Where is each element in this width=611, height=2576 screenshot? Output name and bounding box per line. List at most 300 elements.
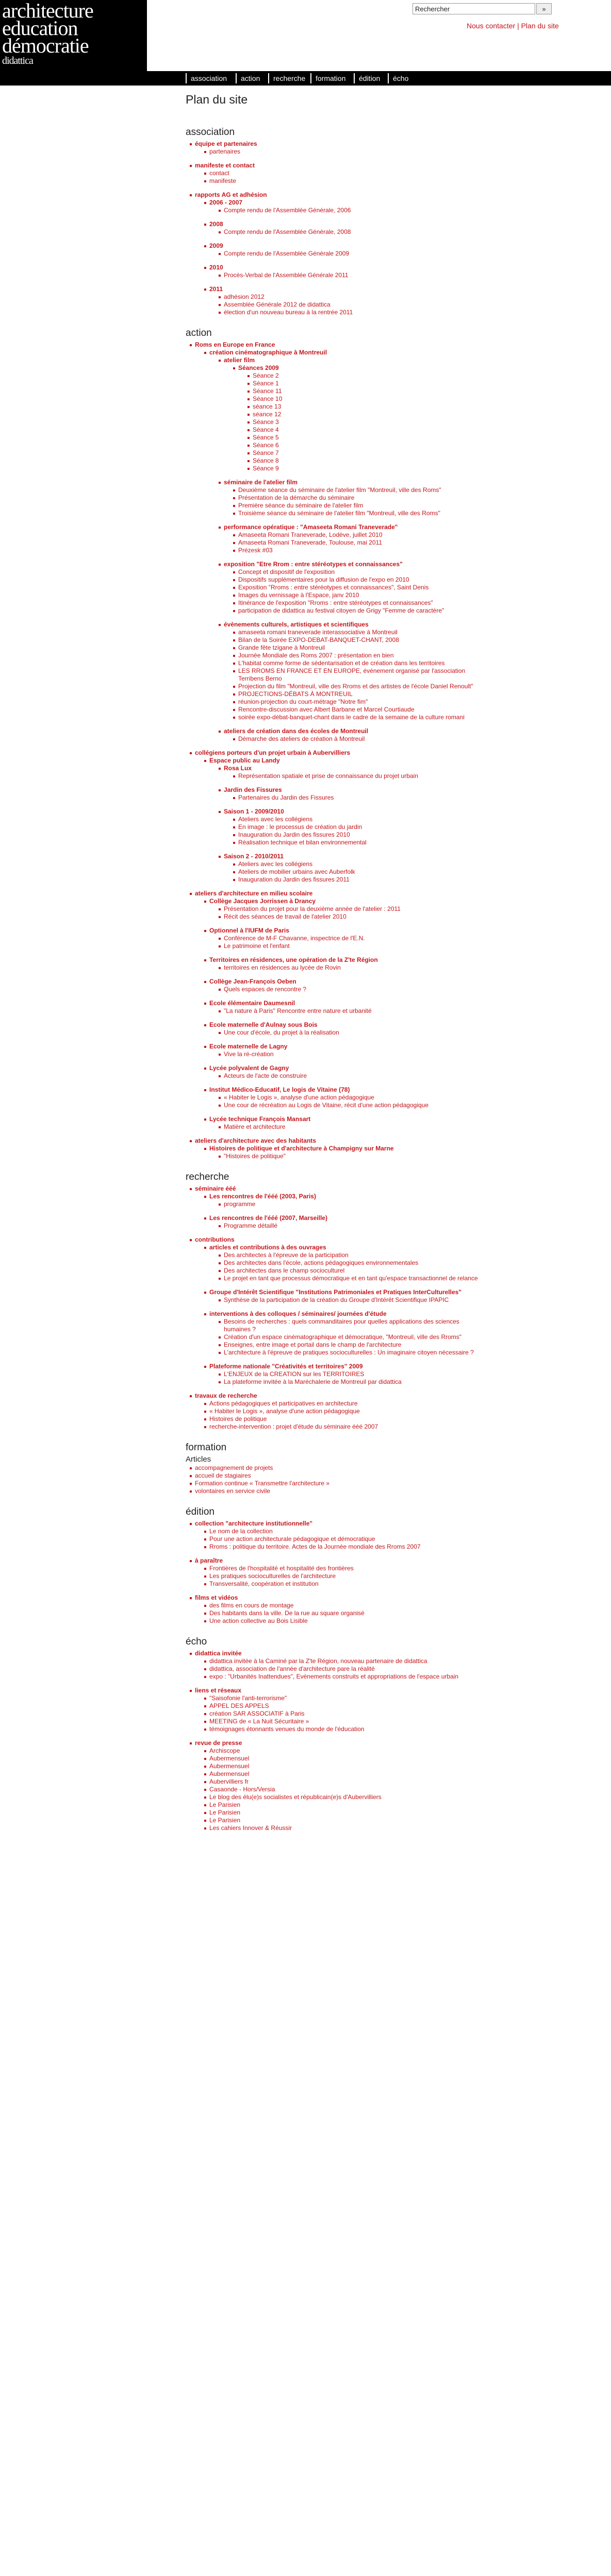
sitemap-group-link-seminaire-eee[interactable]: séminaire ééé xyxy=(195,1185,480,1193)
sitemap-link-compte-rendu-de-l-assemblee-generale-200[interactable]: Compte rendu de l'Assemblée Générale 2009 xyxy=(224,250,480,258)
sitemap-link-partenaires-du-jardin-des-fissures[interactable]: Partenaires du Jardin des Fissures xyxy=(238,794,480,802)
sitemap-link-vive-la-re-creation[interactable]: Vive la ré-création xyxy=(224,1050,480,1058)
sitemap-group xyxy=(195,890,480,1131)
nav-item-echo[interactable]: écho xyxy=(388,73,408,83)
sitemap-section-formation xyxy=(186,1442,480,1495)
sitemap-item xyxy=(209,1673,480,1681)
sitemap-item xyxy=(224,1267,480,1275)
sitemap-item xyxy=(224,1101,480,1109)
sitemap-item xyxy=(209,1244,480,1282)
sitemap-item xyxy=(253,411,480,418)
sitemap-link-seance-4[interactable]: Séance 4 xyxy=(253,426,480,434)
sitemap-link-espace-public-au-landy[interactable]: Espace public au Landy xyxy=(209,757,480,765)
sitemap-group-link-volontaires-en-service-civile[interactable]: volontaires en service civile xyxy=(195,1487,480,1495)
sitemap-group-link-ateliers-d-architecture-en-milieu-scolai[interactable]: ateliers d'architecture en milieu scolaire xyxy=(195,890,480,897)
sitemap-link-acteurs-de-l-acte-de-construire[interactable]: Acteurs de l'acte de construire xyxy=(224,1072,480,1080)
sitemap-item xyxy=(209,1602,480,1609)
sitemap-link-grande-fete-tzigane-a-montreuil[interactable]: Grande fête tzigane à Montreuil xyxy=(238,644,480,652)
sitemap-link-contact[interactable]: contact xyxy=(209,170,480,177)
sitemap-item xyxy=(209,1565,480,1572)
sitemap-item xyxy=(238,486,480,494)
sitemap-group-link-roms-en-europe-en-france[interactable]: Roms en Europe en France xyxy=(195,341,480,349)
sitemap-list xyxy=(195,1657,480,1681)
sitemap-item xyxy=(224,479,480,517)
sitemap-link-programme[interactable]: programme xyxy=(224,1200,480,1208)
sitemap-link-evenements-culturels-artistiques-et-scie[interactable]: évènements culturels, artistiques et scientifiques xyxy=(224,621,480,629)
sitemap-link-matiere-et-architecture[interactable]: Matière et architecture xyxy=(224,1123,480,1131)
sitemap-group xyxy=(195,1392,480,1431)
sitemap-link-temoignages-etonnants-venues-du-monde-de[interactable]: témoignages étonnants venues du monde de l'éducation xyxy=(209,1725,480,1733)
sitemap-link-exposition-rroms-entre-stereotypes-et-co[interactable]: Exposition "Rroms : entre stéréotypes et connaissances", Saint Denis xyxy=(238,584,480,591)
sitemap-item xyxy=(253,372,480,380)
sitemap-link-dispositifs-supplementaires-pour-la-diff[interactable]: Dispositifs supplémentaires pour la diffusion de l'expo en 2010 xyxy=(238,576,480,584)
sitemap-link-college-jacques-jorrissen-a-drancy[interactable]: Collège Jacques Jorrissen à Drancy xyxy=(209,897,480,905)
sitemap-link-lycee-technique-francois-mansart[interactable]: Lycée technique François Mansart xyxy=(209,1115,480,1123)
sitemap-link-seminaire-de-l-atelier-film[interactable]: séminaire de l'atelier film xyxy=(224,479,480,486)
sitemap-link-soiree-expo-debat-banquet-chant-dans-le-[interactable]: soirée expo-débat-banquet-chant dans le cadre de la semaine de la culture romani xyxy=(238,714,480,721)
sitemap-link-deuxieme-seance-du-seminaire-de-l-atelie[interactable]: Deuxième séance du séminaire de l'atelier film "Montreuil, ville des Roms" xyxy=(238,486,480,494)
sitemap-group xyxy=(195,140,480,156)
nav-item-edition[interactable]: édition xyxy=(354,73,380,83)
sitemap-link-amaseeta-romani-traneverade-interassocia[interactable]: amaseeta romani traneverade interassociative à Montreuil xyxy=(238,629,480,636)
sitemap-link-synthese-de-la-participation-de-la-creat[interactable]: Synthèse de la participation de la création du Groupe d'Intérêt Scientifique IPAPIC xyxy=(224,1296,480,1304)
sitemap-link-seances-2009[interactable]: Séances 2009 xyxy=(238,364,480,372)
sitemap-link-troisieme-seance-du-seminaire-de-l-ateli[interactable]: Troisième séance du séminaire de l'atelier film "Montreuil, ville des Roms" xyxy=(238,510,480,517)
sitemap-item xyxy=(238,636,480,644)
sitemap-item xyxy=(209,927,480,950)
section-heading: recherche xyxy=(186,1172,229,1182)
sitemap-group-link-liens-et-reseaux[interactable]: liens et réseaux xyxy=(195,1687,480,1694)
sitemap-item xyxy=(209,1786,480,1793)
sitemap-group-link-accompagnement-de-projets[interactable]: accompagnement de projets xyxy=(195,1464,480,1472)
sitemap-item xyxy=(253,418,480,426)
sitemap-link-bilan-de-la-soiree-expo-debat-banquet-ch[interactable]: Bilan de la Soirée EXPO-DEBAT-BANQUET-CHANT, 2008 xyxy=(238,636,480,644)
sitemap-list xyxy=(195,170,480,185)
nav-item-action[interactable]: action xyxy=(236,73,260,83)
sitemap-link-aubervilliers-fr[interactable]: Aubervilliers fr xyxy=(209,1778,480,1786)
sitemap-link-ateliers-avec-les-collegiens[interactable]: Ateliers avec les collégiens xyxy=(238,816,480,823)
sitemap-link-assemblee-generale-2012-de-didattica[interactable]: Assemblée Générale 2012 de didattica xyxy=(224,301,480,309)
sitemap-link-2008[interactable]: 2008 xyxy=(209,221,480,228)
sitemap-link-seance-1[interactable]: Séance 1 xyxy=(253,380,480,387)
site-logo[interactable] xyxy=(0,0,147,71)
sitemap-list xyxy=(209,905,480,921)
sitemap-link-2009[interactable]: 2009 xyxy=(209,242,480,250)
sitemap-link-2006-2007[interactable]: 2006 - 2007 xyxy=(209,199,480,207)
nav-item-association[interactable]: association xyxy=(186,73,227,83)
sitemap-link-realisation-technique-et-bilan-environne[interactable]: Réalisation technique et bilan environnemental xyxy=(238,839,480,846)
sitemap-link-seance-7[interactable]: Séance 7 xyxy=(253,449,480,457)
sitemap-list xyxy=(195,1694,480,1733)
sitemap-item xyxy=(238,706,480,714)
sitemap-link-amaseeta-romani-traneverade-lodeve-juill[interactable]: Amaseeta Romani Traneverade, Lodève, juillet 2010 xyxy=(238,531,480,539)
contact-link[interactable]: Nous contacter xyxy=(467,22,516,30)
sitemap-link-frontieres-de-l-hospitalite-et-hospitali[interactable]: Frontières de l'hospitalité et hospitalité des frontières xyxy=(209,1565,480,1572)
sitemap-item xyxy=(209,1665,480,1673)
sitemap-link-rroms-politique-du-territoire-actes-de-l[interactable]: Rroms : politique du territoire. Actes de la Journée mondiale des Rroms 2007 xyxy=(209,1543,480,1551)
sitemap-item xyxy=(238,659,480,667)
sitemap-link-concept-et-dispositif-de-l-exposition[interactable]: Concept et dispositif de l'exposition xyxy=(238,568,480,576)
sitemap-section-association xyxy=(186,127,480,316)
sitemap-link-images-du-vernissage-a-l-espace-janv-201[interactable]: Images du vernissage à l'Espace, janv 2010 xyxy=(238,591,480,599)
sitemap-link-partenaires[interactable]: partenaires xyxy=(209,148,480,156)
sitemap-list xyxy=(195,349,480,743)
sitemap-link-creation-d-un-espace-cinematographique-e[interactable]: Création d'un espace cinématographique et démocratique, "Montreuil, ville des Rroms" xyxy=(224,1333,480,1341)
sitemap-link-habiter-le-logis-analyse-d-une-action-pe[interactable]: « Habiter le Logis », analyse d'une action pédagogique xyxy=(209,1408,480,1415)
sitemap-list xyxy=(224,794,480,802)
sitemap-link-histoires-de-politique-et-d-architecture[interactable]: Histoires de politique et d'architecture à Champigny sur Marne xyxy=(209,1145,480,1153)
sitemap-link-prezesk-03[interactable]: Prézesk #03 xyxy=(238,547,480,554)
sitemap-group-link-contributions[interactable]: contributions xyxy=(195,1236,480,1244)
sitemap-link-projection-du-film-montreuil-ville-des-r[interactable]: Projection du film "Montreuil, ville des Rroms et des artistes de l'école Daniel Renoult" xyxy=(238,683,480,690)
sitemap-item xyxy=(224,621,480,721)
sitemap-link-programme-detaille[interactable]: Programme détaillé xyxy=(224,1222,480,1230)
sitemap-link-plateforme-nationale-creativites-et-terr[interactable]: Plateforme nationale "Créativités et territoires" 2009 xyxy=(209,1363,480,1370)
sitemap-group-link-collection-architecture-institutionnelle[interactable]: collection "architecture institutionnelle" xyxy=(195,1520,480,1528)
sitemap-link-casaonde-hors-versia[interactable]: Casaonde - Hors/Versia xyxy=(209,1786,480,1793)
sitemap-link-inauguration-du-jardin-des-fissures-2010[interactable]: Inauguration du Jardin des fissures 2010 xyxy=(238,831,480,839)
sitemap-item xyxy=(209,1718,480,1725)
section-heading: écho xyxy=(186,1636,207,1647)
sitemap-link-expo-urbanites-inattendues-evenements-co[interactable]: expo : "Urbanités Inattendues", Evènements construits et appropriations de l'espace urbain xyxy=(209,1673,480,1681)
sitemap-link-proces-verbal-de-l-assemblee-generale-20[interactable]: Procès-Verbal de l'Assemblée Générale 2011 xyxy=(224,272,480,279)
sitemap-link-seance-6[interactable]: Séance 6 xyxy=(253,442,480,449)
sitemap-link-une-cour-d-ecole-du-projet-a-la-realisat[interactable]: Une cour d'école, du projet à la réalisation xyxy=(224,1029,480,1037)
sitemap-link-l-architecture-a-l-epreuve-de-pratiques-[interactable]: L'architecture à l'épreuve de pratiques socioculturelles : Un imaginaire citoyen nécessaire ? xyxy=(224,1349,480,1357)
sitemap-item xyxy=(209,1363,480,1386)
sitemap-item xyxy=(224,1123,480,1131)
sitemap-item xyxy=(209,1214,480,1230)
sitemap-link-des-films-en-cours-de-montage[interactable]: des films en cours de montage xyxy=(209,1602,480,1609)
sitemap-list xyxy=(209,986,480,993)
sitemap-link-territoires-en-residences-au-lycee-de-ro[interactable]: territoires en résidences au lycée de Rovin xyxy=(224,964,480,972)
sitemap-item xyxy=(224,727,480,743)
sitemap-link-pour-une-action-architecturale-pedagogiq[interactable]: Pour une action architecturale pédagogique et démocratique xyxy=(209,1535,480,1543)
sitemap-link-seance-12[interactable]: séance 12 xyxy=(253,411,480,418)
sitemap-link-seance-10[interactable]: Séance 10 xyxy=(253,395,480,403)
sitemap-link-ecole-maternelle-de-lagny[interactable]: Ecole maternelle de Lagny xyxy=(209,1043,480,1050)
logo-line-4: didattica xyxy=(2,55,33,66)
sitemap-link-lycee-polyvalent-de-gagny[interactable]: Lycée polyvalent de Gagny xyxy=(209,1064,480,1072)
sitemap-link[interactable]: Plan du site xyxy=(521,22,559,30)
sitemap-item xyxy=(224,1318,480,1333)
sitemap-link-saisofonie-l-anti-terrorisme[interactable]: "Saisofonie l'anti-terrorisme" xyxy=(209,1694,480,1702)
sitemap-link-2010[interactable]: 2010 xyxy=(209,264,480,272)
sitemap-item xyxy=(224,1370,480,1378)
sitemap-link-representation-spatiale-et-prise-de-conn[interactable]: Représentation spatiale et prise de connaissance du projet urbain xyxy=(238,772,480,780)
sitemap-link-des-architectes-dans-le-champ-sociocultu[interactable]: Des architectes dans le champ socioculturel xyxy=(224,1267,480,1275)
sitemap-link-creation-sar-associatif-a-paris[interactable]: création SAR ASSOCIATIF à Paris xyxy=(209,1710,480,1718)
sitemap-item xyxy=(209,170,480,177)
sitemap-link-seance-5[interactable]: Séance 5 xyxy=(253,434,480,442)
sitemap-list xyxy=(195,1528,480,1551)
sitemap-link-seance-8[interactable]: Séance 8 xyxy=(253,457,480,465)
main-nav xyxy=(0,71,611,86)
sitemap-group-link-rapports-ag-et-adhesion[interactable]: rapports AG et adhésion xyxy=(195,191,480,199)
sitemap-link-aubermensuel[interactable]: Aubermensuel xyxy=(209,1755,480,1762)
sitemap-group xyxy=(195,1480,480,1487)
sitemap-item xyxy=(224,765,480,780)
sitemap-link-histoires-de-politique[interactable]: Histoires de politique xyxy=(209,1415,480,1423)
sitemap-link-l-habitat-comme-forme-de-sedentarisation[interactable]: L'habitat comme forme de sédentarisation et de création dans les territoires xyxy=(238,659,480,667)
sitemap-link-institut-medico-educatif-le-logis-de-vit[interactable]: Institut Médico-Educatif, Le logis de Vitaine (78) xyxy=(209,1086,480,1094)
sitemap-link-projections-debats-a-montreuil[interactable]: PROJECTIONS-DÉBATS À MONTREUIL xyxy=(238,690,480,698)
sitemap-link-didattica-association-de-l-annee-d-archi[interactable]: didattica, association de l'année d'architecture pare la réalité xyxy=(209,1665,480,1673)
sitemap-item xyxy=(224,1349,480,1357)
sitemap-link-amaseeta-romani-traneverade-toulouse-mai[interactable]: Amaseeta Romani Traneverade, Toulouse, mai 2011 xyxy=(238,539,480,547)
sitemap-link-demarche-des-ateliers-de-creation-a-mont[interactable]: Démarche des ateliers de création à Montreuil xyxy=(238,735,480,743)
nav-item-formation[interactable]: formation xyxy=(310,73,345,83)
sitemap-link-aubermensuel[interactable]: Aubermensuel xyxy=(209,1770,480,1778)
sitemap-link-recherche-intervention-projet-d-etude-du[interactable]: recherche-intervention : projet d'étude du séminaire ééé 2007 xyxy=(209,1423,480,1431)
sitemap-link-seance-9[interactable]: Séance 9 xyxy=(253,465,480,472)
sitemap-item xyxy=(253,465,480,472)
sitemap-section-echo xyxy=(186,1636,480,1832)
sitemap-item xyxy=(209,242,480,258)
sitemap-link-les-pratiques-socioculturelles-de-l-arch[interactable]: Les pratiques socioculturelles de l'architecture xyxy=(209,1572,480,1580)
sitemap-group-link-a-paraitre[interactable]: à paraître xyxy=(195,1557,480,1565)
sitemap-list xyxy=(209,1370,480,1386)
sitemap-list xyxy=(224,816,480,846)
sitemap-link-des-architectes-dans-l-ecole-actions-ped[interactable]: Des architectes dans l'école, actions pédagogiques environnementales xyxy=(224,1259,480,1267)
sitemap-link-reunion-projection-du-court-metrage-notr[interactable]: réunion-projection du court-métrage "Notre fim" xyxy=(238,698,480,706)
sitemap-link-seance-13[interactable]: séance 13 xyxy=(253,403,480,411)
sitemap-link-atelier-film[interactable]: atelier film xyxy=(224,357,480,364)
sitemap-group-link-films-et-videos[interactable]: films et vidéos xyxy=(195,1594,480,1602)
sitemap-item xyxy=(238,568,480,576)
search-submit-button[interactable]: » xyxy=(536,3,552,14)
sitemap-list xyxy=(209,765,480,884)
sitemap-link-compte-rendu-de-l-assemblee-generale-200[interactable]: Compte rendu de l'Assemblée Générale, 2008 xyxy=(224,228,480,236)
sitemap-link-le-parisien[interactable]: Le Parisien xyxy=(209,1801,480,1809)
sitemap-list xyxy=(195,1400,480,1431)
sitemap-link-territoires-en-residences-une-operation-[interactable]: Territoires en résidences, une opération de la Z'te Région xyxy=(209,956,480,964)
sitemap-link-une-cour-de-recreation-au-logis-de-vitai[interactable]: Une cour de récréation au Logis de Vitaine, récit d'une action pédagogique xyxy=(224,1101,480,1109)
sitemap-item xyxy=(238,652,480,659)
sitemap-link-saison-1-2009-2010[interactable]: Saison 1 - 2009/2010 xyxy=(224,808,480,816)
sitemap-list xyxy=(195,1565,480,1588)
sitemap-link-l-enjeux-de-la-creation-sur-les-territoi[interactable]: L'ENJEUX de la CREATION sur les TERRITOIRES xyxy=(224,1370,480,1378)
sitemap-item xyxy=(238,547,480,554)
sitemap-link-jardin-des-fissures[interactable]: Jardin des Fissures xyxy=(224,786,480,794)
sitemap-link-recit-des-seances-de-travail-de-l-atelie[interactable]: Récit des séances de travail de l'atelier 2010 xyxy=(224,913,480,921)
sitemap-link-le-projet-en-tant-que-processus-democrat[interactable]: Le projet en tant que processus démocratique et en tant qu'espace transactionnel de relance xyxy=(224,1275,480,1282)
sitemap-item xyxy=(238,644,480,652)
sitemap-item xyxy=(224,1072,480,1080)
sitemap-link-journee-mondiale-des-roms-2007-presentat[interactable]: Journée Mondiale des Roms 2007 : présentation en bien xyxy=(238,652,480,659)
sitemap-link-les-cahiers-innover-reussir[interactable]: Les cahiers Innover & Réussir xyxy=(209,1824,480,1832)
sitemap-link-didattica-invitee-a-la-camine-par-la-z-t[interactable]: didattica invitée à la Caminé par la Z'te Région, nouveau partenaire de didattica xyxy=(209,1657,480,1665)
sitemap-item xyxy=(224,964,480,972)
sitemap-item xyxy=(238,584,480,591)
sitemap-link-articles-et-contributions-a-des-ouvrages[interactable]: articles et contributions à des ouvrages xyxy=(209,1244,480,1251)
sitemap-list xyxy=(209,1094,480,1109)
sitemap-link-seance-11[interactable]: Séance 11 xyxy=(253,387,480,395)
sitemap-link-creation-cinematographique-a-montreuil[interactable]: création cinématographique à Montreuil xyxy=(209,349,480,357)
sitemap-item xyxy=(238,698,480,706)
sitemap-item xyxy=(209,1400,480,1408)
nav-item-recherche[interactable]: recherche xyxy=(268,73,305,83)
search-input[interactable] xyxy=(412,3,535,14)
sitemap-link-habiter-le-logis-analyse-d-une-action-pe[interactable]: « Habiter le Logis », analyse d'une action pédagogique xyxy=(224,1094,480,1101)
sitemap-link-election-d-un-nouveau-bureau-a-la-rentre[interactable]: élection d'un nouveau bureau à la rentrée 2011 xyxy=(224,309,480,316)
sitemap-item xyxy=(224,1378,480,1386)
sitemap-group-link-travaux-de-recherche[interactable]: travaux de recherche xyxy=(195,1392,480,1400)
sitemap-item xyxy=(224,986,480,993)
sitemap-link-ateliers-avec-les-collegiens[interactable]: Ateliers avec les collégiens xyxy=(238,860,480,868)
sitemap-item xyxy=(224,228,480,236)
sitemap-link-le-nom-de-la-collection[interactable]: Le nom de la collection xyxy=(209,1528,480,1535)
sitemap-link-adhesion-2012[interactable]: adhésion 2012 xyxy=(224,293,480,301)
sitemap-item xyxy=(238,607,480,615)
sitemap-section-action xyxy=(186,328,480,1160)
sitemap-link-le-parisien[interactable]: Le Parisien xyxy=(209,1809,480,1817)
sitemap-link-presentation-du-projet-pour-la-deuxieme-[interactable]: Présentation du projet pour la deuxième année de l'atelier : 2011 xyxy=(224,905,480,913)
sitemap-item xyxy=(209,148,480,156)
page-title: Plan du site xyxy=(186,93,248,106)
sitemap-list xyxy=(238,372,480,472)
sitemap-group-link-formation-continue-transmettre-l-archite[interactable]: Formation continue « Transmettre l'architecture » xyxy=(195,1480,480,1487)
sitemap-item xyxy=(224,942,480,950)
sitemap-link-seance-3[interactable]: Séance 3 xyxy=(253,418,480,426)
sitemap-list xyxy=(209,272,480,279)
sitemap-link-en-image-le-processus-de-creation-du-jar[interactable]: En image : le processus de création du jardin xyxy=(238,823,480,831)
sitemap-link-aubermensuel[interactable]: Aubermensuel xyxy=(209,1762,480,1770)
sitemap-link-enseignes-entre-image-et-portail-dans-le[interactable]: Enseignes, entre image et portail dans le champ de l'architecture xyxy=(224,1341,480,1349)
sitemap-item xyxy=(209,1310,480,1357)
sitemap-item xyxy=(238,868,480,876)
sitemap-item xyxy=(209,1289,480,1304)
sitemap-item xyxy=(209,1824,480,1832)
sitemap-link-ateliers-de-creation-dans-des-ecoles-de-[interactable]: ateliers de création dans des écoles de Montreuil xyxy=(224,727,480,735)
top-links-separator: | xyxy=(517,22,519,30)
sitemap-list xyxy=(224,486,480,517)
sitemap-link-les-rencontres-de-l-eee-2007-marseille[interactable]: Les rencontres de l'ééé (2007, Marseille) xyxy=(209,1214,480,1222)
sitemap-link-les-rencontres-de-l-eee-2003-paris[interactable]: Les rencontres de l'ééé (2003, Paris) xyxy=(209,1193,480,1200)
sitemap-link-inauguration-du-jardin-des-fissures-2011[interactable]: Inauguration du Jardin des fissures 2011 xyxy=(238,876,480,884)
sitemap-item xyxy=(209,199,480,214)
sitemap-link-transversalite-cooperation-et-institutio[interactable]: Transversalité, coopération et institution xyxy=(209,1580,480,1588)
sitemap-link-compte-rendu-de-l-assemblee-generale-200[interactable]: Compte rendu de l'Assemblée Générale, 2006 xyxy=(224,207,480,214)
sitemap-group-list xyxy=(186,140,480,316)
sitemap-link-une-action-collective-au-bois-lisible[interactable]: Une action collective au Bois Lisible xyxy=(209,1617,480,1625)
sitemap-item xyxy=(224,1029,480,1037)
sitemap-item xyxy=(238,539,480,547)
sitemap-item xyxy=(209,1725,480,1733)
sitemap-link-performance-operatique-amaseeta-romani-t[interactable]: performance opératique : "Amaseeta Romani Traneverade" xyxy=(224,523,480,531)
sitemap-link-college-jean-francois-oeben[interactable]: Collège Jean-François Oeben xyxy=(209,978,480,986)
sitemap-link-archiscope[interactable]: Archiscope xyxy=(209,1747,480,1755)
sitemap-link-actions-pedagogiques-et-participatives-e[interactable]: Actions pédagogiques et participatives en architecture xyxy=(209,1400,480,1408)
sitemap-group xyxy=(195,1464,480,1472)
sitemap-item xyxy=(253,434,480,442)
sitemap-item xyxy=(209,1694,480,1702)
sitemap-group-link-didattica-invitee[interactable]: didattica invitée xyxy=(195,1650,480,1657)
sitemap-group xyxy=(195,1487,480,1495)
sitemap-link-appel-des-appels[interactable]: APPEL DES APPELS xyxy=(209,1702,480,1710)
sitemap-list xyxy=(195,148,480,156)
sitemap-list xyxy=(195,199,480,316)
sitemap-link-histoires-de-politique[interactable]: "Histoires de politique" xyxy=(224,1153,480,1160)
sitemap-link-rosa-lux[interactable]: Rosa Lux xyxy=(224,765,480,772)
sitemap-list xyxy=(209,1251,480,1282)
sitemap-item xyxy=(209,285,480,316)
sitemap-link-ecole-maternelle-d-aulnay-sous-bois[interactable]: Ecole maternelle d'Aulnay sous Bois xyxy=(209,1021,480,1029)
sitemap-link-saison-2-2010-2011[interactable]: Saison 2 - 2010/2011 xyxy=(224,853,480,860)
sitemap-item xyxy=(238,683,480,690)
sitemap-item xyxy=(253,380,480,387)
sitemap-list xyxy=(224,860,480,884)
sitemap-item xyxy=(209,1408,480,1415)
sitemap-item xyxy=(209,1528,480,1535)
sitemap-item xyxy=(209,999,480,1015)
sitemap-group-link-ateliers-d-architecture-avec-des-habitan[interactable]: ateliers d'architecture avec des habitants xyxy=(195,1137,480,1145)
sitemap-link-la-plateforme-invitee-a-la-marechalerie-[interactable]: La plateforme invitée à la Maréchalerie de Montreuil par didattica xyxy=(224,1378,480,1386)
sitemap-link-premiere-seance-du-seminaire-de-l-atelie[interactable]: Première séance du séminaire de l'atelier film xyxy=(238,502,480,510)
sitemap-link-meeting-de-la-nuit-securitaire[interactable]: MEETING de « La Nuit Sécuritaire » xyxy=(209,1718,480,1725)
sitemap-item xyxy=(209,1543,480,1551)
sitemap-link-ecole-elementaire-daumesnil[interactable]: Ecole élémentaire Daumesnil xyxy=(209,999,480,1007)
sitemap-link-besoins-de-recherches-quels-commanditair[interactable]: Besoins de recherches : quels commanditaires pour quelles applications des sciences humaines ? xyxy=(224,1318,480,1333)
sitemap-link-la-nature-a-paris-rencontre-entre-nature[interactable]: "La nature à Paris" Rencontre entre nature et urbanité xyxy=(224,1007,480,1015)
sitemap-item xyxy=(224,1275,480,1282)
sitemap-group-link-collegiens-porteurs-d-un-projet-urbain-a[interactable]: collégiens porteurs d'un projet urbain à Aubervilliers xyxy=(195,749,480,757)
sitemap-group-link-manifeste-et-contact[interactable]: manifeste et contact xyxy=(195,162,480,170)
sitemap-link-groupe-d-interet-scientifique-institutio[interactable]: Groupe d'Intérêt Scientifique "Institutions Patrimoniales et Pratiques InterCulturelles" xyxy=(209,1289,480,1296)
sitemap-link-interventions-a-des-colloques-seminaires[interactable]: interventions à des colloques / séminaires/ journées d'étude xyxy=(209,1310,480,1318)
sitemap-link-optionnel-a-l-iufm-de-paris[interactable]: Optionnel à l'IUFM de Paris xyxy=(209,927,480,935)
sitemap-group-link-equipe-et-partenaires[interactable]: équipe et partenaires xyxy=(195,140,480,148)
sitemap-link-conference-de-m-f-chavanne-inspectrice-d[interactable]: Conférence de M-F Chavanne, inspectrice de l'E.N. xyxy=(224,935,480,942)
sitemap-link-2011[interactable]: 2011 xyxy=(209,285,480,293)
sitemap-group-link-revue-de-presse[interactable]: revue de presse xyxy=(195,1739,480,1747)
sitemap-item xyxy=(224,561,480,615)
sitemap-group xyxy=(195,1520,480,1551)
sitemap-link-ateliers-de-mobilier-urbains-avec-auberf[interactable]: Ateliers de mobilier urbains avec Auberfolk xyxy=(238,868,480,876)
section-heading: action xyxy=(186,328,212,338)
sitemap-link-le-blog-des-elu-e-s-socialistes-et-repub[interactable]: Le blog des élu(e)s socialistes et républicain(e)s d'Aubervilliers xyxy=(209,1793,480,1801)
sitemap-item xyxy=(209,1193,480,1208)
sitemap-link-itinerance-de-l-exposition-rroms-entre-s[interactable]: Itinérance de l'exposition "Rroms : entre stéréotypes et connaissances" xyxy=(238,599,480,607)
sitemap-group xyxy=(195,1236,480,1386)
sitemap-list xyxy=(209,1153,480,1160)
sitemap-link-presentation-de-la-demarche-du-seminaire[interactable]: Présentation de la démarche du séminaire xyxy=(238,494,480,502)
sitemap-group-link-accueil-de-stagiaires[interactable]: accueil de stagiaires xyxy=(195,1472,480,1480)
sitemap-link-seance-2[interactable]: Séance 2 xyxy=(253,372,480,380)
sitemap-link-exposition-etre-rrom-entre-stereotypes-e[interactable]: exposition "Etre Rrom : entre stéréotypes et connaissances" xyxy=(224,561,480,568)
sitemap-list xyxy=(209,935,480,950)
sitemap-list xyxy=(209,250,480,258)
sitemap-link-participation-de-didattica-au-festival-c[interactable]: participation de didattica au festival citoyen de Grigy "Femme de caractère" xyxy=(238,607,480,615)
sitemap-link-manifeste[interactable]: manifeste xyxy=(209,177,480,185)
sitemap-item xyxy=(209,1021,480,1037)
sitemap-item xyxy=(209,1770,480,1778)
sitemap-link-des-habitants-dans-la-ville-de-la-rue-au[interactable]: Des habitants dans la ville. De la rue au square organisé xyxy=(209,1609,480,1617)
sitemap-link-des-architectes-a-l-epreuve-de-la-partic[interactable]: Des architectes à l'épreuve de la participation xyxy=(224,1251,480,1259)
sitemap-link-le-patrimoine-et-l-enfant[interactable]: Le patrimoine et l'enfant xyxy=(224,942,480,950)
sitemap-list xyxy=(209,1050,480,1058)
sitemap-group-list xyxy=(186,1185,480,1431)
sitemap-group xyxy=(195,1137,480,1160)
section-heading: édition xyxy=(186,1506,214,1517)
sitemap-link-rencontre-discussion-avec-albert-barbane[interactable]: Rencontre-discussion avec Albert Barbane et Marcel Courtiaude xyxy=(238,706,480,714)
sitemap-list xyxy=(224,531,480,554)
sitemap-item xyxy=(238,629,480,636)
section-sub-label: Articles xyxy=(186,1455,211,1464)
sitemap-link-le-parisien[interactable]: Le Parisien xyxy=(209,1817,480,1824)
sitemap-link-quels-espaces-de-rencontre[interactable]: Quels espaces de rencontre ? xyxy=(224,986,480,993)
sitemap-link-les-rroms-en-france-et-en-europe-eveneme[interactable]: LES RROMS EN FRANCE ET EN EUROPE, événement organisé par l'association Terribens Berno xyxy=(238,667,480,683)
